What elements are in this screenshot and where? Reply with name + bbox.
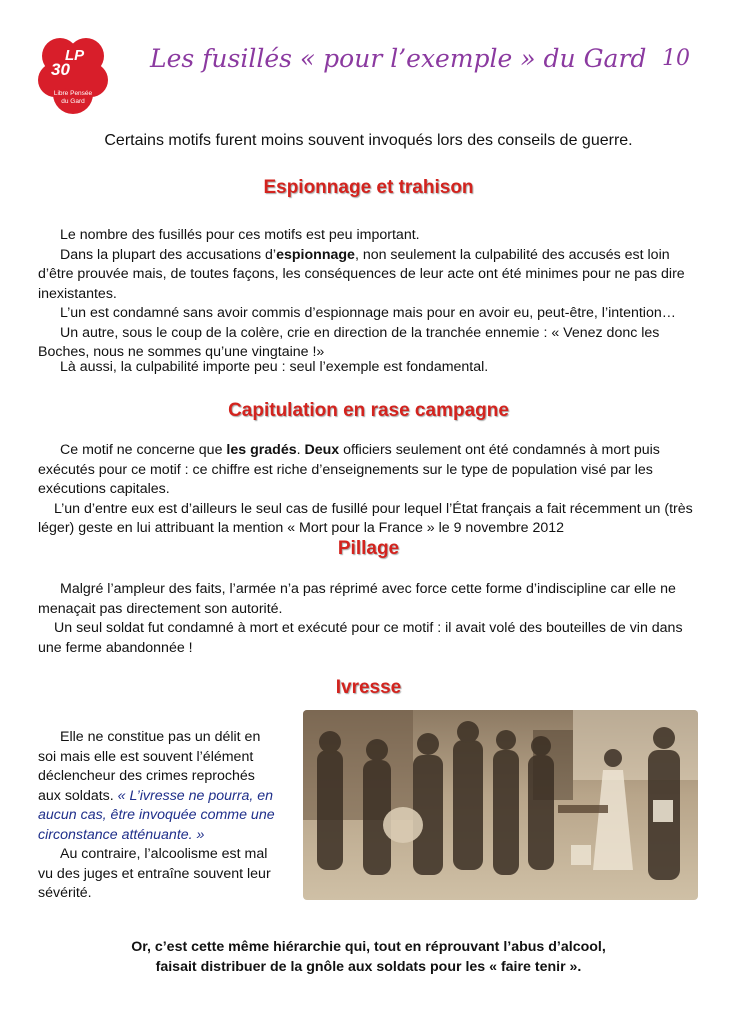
section-espionnage (38, 226, 701, 363)
conclusion (0, 937, 737, 977)
logo-subtitle-1: Libre Pensée (53, 90, 93, 97)
pillage-p1: Malgré l’ampleur des faits, l’armée n’a pas réprimé avec force cette forme d’indiscipline car elle ne menaçait pas directement son autorité. (38, 581, 676, 617)
heading-pillage: Pillage (337, 538, 400, 559)
ivresse-p2: Au contraire, l’alcoolisme est mal vu des juges et entraîne souvent leur sévérité. (38, 846, 271, 901)
espionnage-p5: Là aussi, la culpabilité importe peu : seul l’exemple est fondamental. (60, 359, 489, 375)
conclusion-line-2: faisait distribuer de la gnôle aux soldats pour les « faire tenir ». (155, 959, 582, 975)
espionnage-p2: Dans la plupart des accusations d’espionnage, non seulement la culpabilité des accusés est loin d’être prouvée mais, de toutes façons, les conséquences de leur acte ont été minimes pour ne pas dire inexistantes. (38, 246, 685, 302)
heading-ivresse: Ivresse (335, 677, 402, 698)
logo-subtitle-2: du Gard (61, 98, 85, 105)
soldiers-photo (303, 710, 698, 900)
capitulation-p2: L’un d’entre eux est d’ailleurs le seul cas de fusillé pour lequel l’État français a fait récemment un (très léger) geste en lui attribuant la mention « Mort pour la France » le 9 novembre 2012 (38, 500, 693, 536)
capitulation-p1: Ce motif ne concerne que les gradés. Deux officiers seulement ont été condamnés à mort puis exécutés pour ce motif : ce chiffre est riche d’enseignements sur le type de population visé par les exécutions capitales. (38, 442, 660, 497)
intro-text: Certains motifs furent moins souvent invoqués lors des conseils de guerre. (104, 132, 633, 149)
logo-lp-text: LP (65, 47, 85, 64)
section-capitulation (38, 441, 701, 539)
page-title: Les fusillés « pour l’exemple » du Gard (150, 44, 647, 73)
logo-number-text: 30 (51, 60, 70, 79)
espionnage-p1: Le nombre des fusillés pour ces motifs est peu important. (60, 227, 420, 243)
espionnage-p4: Un autre, sous le coup de la colère, crie en direction de la tranchée ennemie : « Venez donc les Boches, nous ne sommes qu’une vingtaine !» (38, 324, 660, 360)
ivresse-p1: Elle ne constitue pas un délit en soi mais elle est souvent l’élément déclencheur des crimes reprochés aux soldats. (38, 729, 261, 804)
conclusion-line-1: Or, c’est cette même hiérarchie qui, tout en réprouvant l’abus d’alcool, (131, 939, 606, 955)
section-ivresse (38, 728, 278, 904)
section-pillage (38, 580, 701, 658)
pillage-p2: Un seul soldat fut condamné à mort et exécuté pour ce motif : il avait volé des bouteilles de vin dans une ferme abandonnée ! (38, 620, 683, 656)
page-number: 10 (662, 46, 690, 71)
ivresse-quote: « L’ivresse ne pourra, en aucun cas, être invoquée comme une circonstance atténuante. » (38, 787, 275, 843)
libre-pensee-logo (38, 34, 108, 118)
heading-espionnage: Espionnage et trahison (263, 177, 474, 198)
heading-capitulation: Capitulation en rase campagne (228, 400, 509, 421)
espionnage-p3: L’un est condamné sans avoir commis d’espionnage mais pour en avoir eu, peut-être, l’intention… (60, 305, 676, 321)
